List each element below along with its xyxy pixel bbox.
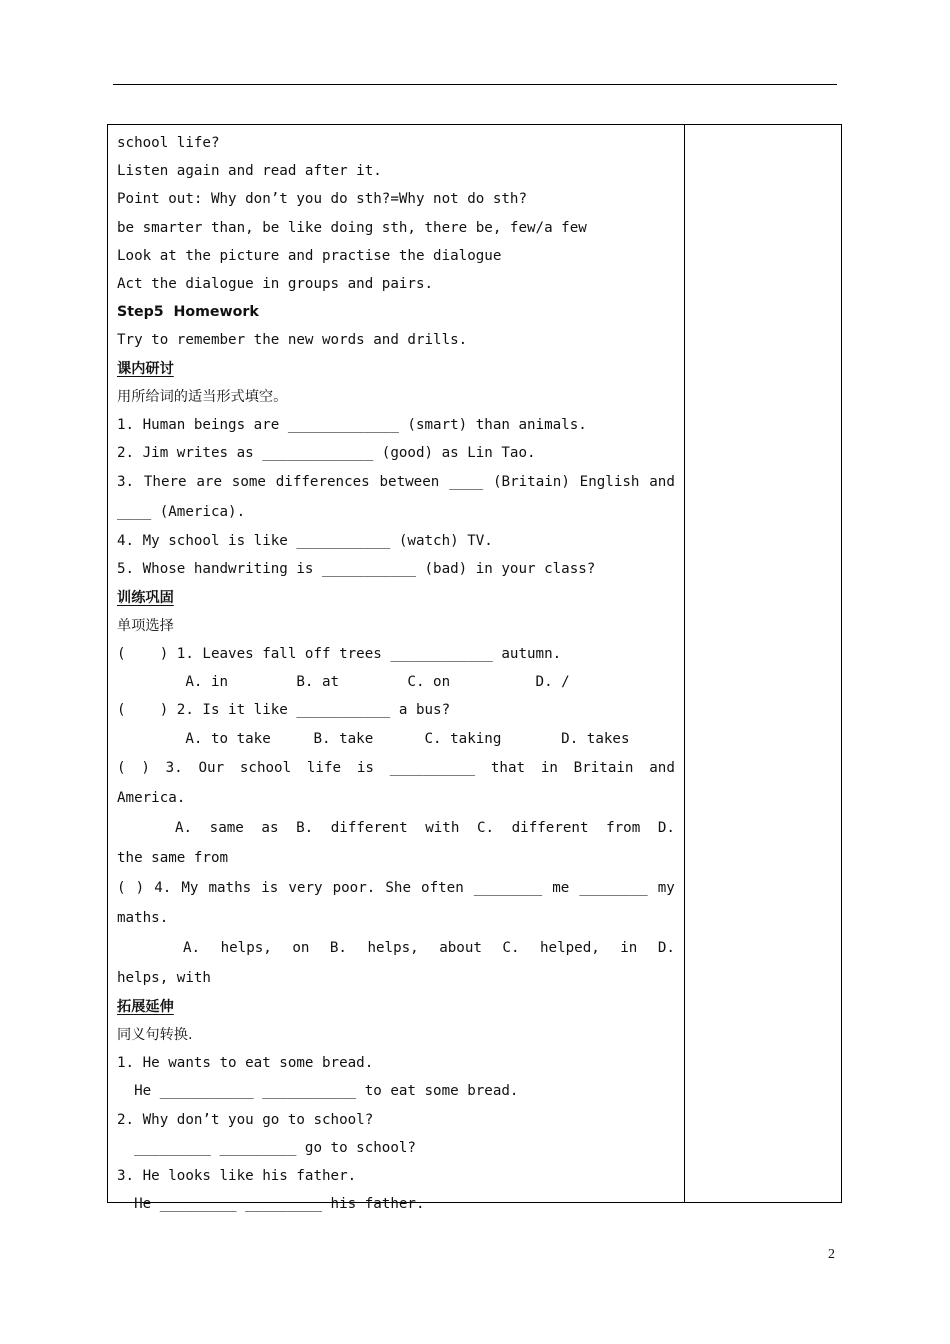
word: on: [292, 939, 310, 956]
word: as: [261, 819, 279, 836]
word: A.: [175, 819, 193, 836]
choice-options-3: [117, 813, 675, 843]
answer-blank: ____: [449, 474, 484, 491]
word: Our: [198, 759, 225, 776]
text-line: Try to remember the new words and drills.: [117, 332, 468, 349]
word: with: [425, 819, 460, 836]
rewrite-answer-1: He ___________ ___________ to eat some bread.: [117, 1083, 519, 1100]
word: differences: [275, 474, 370, 491]
word: B.: [329, 939, 347, 956]
choice-options-4: [117, 933, 675, 963]
word: ): [135, 879, 145, 896]
word: 4.: [154, 879, 172, 896]
fill-question-3-continued: ____ (America).: [117, 504, 246, 521]
answer-blank: __________: [389, 759, 476, 776]
text-line: Listen again and read after it.: [117, 163, 382, 180]
text-line: be smarter than, be like doing sth, there be, few/a few: [117, 219, 587, 236]
instruction-line: 用所给词的适当形式填空。: [117, 388, 288, 405]
choice-options-1: A. in B. at C. on D. /: [117, 674, 570, 691]
page-number: 2: [828, 1247, 835, 1262]
header-rule: [113, 84, 837, 85]
word: in: [540, 759, 558, 776]
word: C.: [476, 819, 495, 836]
word: There: [143, 474, 187, 491]
word: B.: [296, 819, 314, 836]
rewrite-answer-2: _________ _________ go to school?: [117, 1139, 416, 1156]
instruction-line: 单项选择: [117, 617, 174, 634]
column-divider: [684, 125, 685, 1202]
text-line: Look at the picture and practise the dialogue: [117, 247, 502, 264]
word: different: [330, 819, 408, 836]
word: (: [117, 759, 126, 776]
word: are: [196, 474, 222, 491]
answer-blank: ________: [579, 879, 648, 896]
text-line: school life?: [117, 135, 220, 151]
word: me: [552, 879, 570, 896]
rewrite-question-2: 2. Why don’t you go to school?: [117, 1111, 374, 1128]
fill-question-4: 4. My school is like ___________ (watch) TV.: [117, 533, 493, 550]
section-heading-practice: 训练巩固: [117, 589, 174, 606]
word: 3.: [165, 759, 183, 776]
word: helps,: [367, 939, 419, 956]
word: different: [511, 819, 589, 836]
word: my: [657, 879, 675, 896]
word: same: [209, 819, 244, 836]
word: (Britain): [493, 474, 570, 491]
rewrite-question-1: 1. He wants to eat some bread.: [117, 1055, 374, 1072]
choice-options-3-continued: the same from: [117, 849, 229, 866]
word: life: [306, 759, 342, 776]
choice-question-1: ( ) 1. Leaves fall off trees ____________ autumn.: [117, 646, 562, 662]
answer-blank: ________: [473, 879, 543, 896]
step-heading: Step5 Homework: [117, 304, 259, 321]
fill-question-3: [117, 467, 675, 497]
lesson-table: [107, 124, 842, 1213]
word: My: [181, 879, 199, 896]
choice-question-4: [117, 873, 675, 903]
word: about: [439, 939, 482, 956]
word: She: [385, 879, 411, 896]
choice-question-2: ( ) 2. Is it like ___________ a bus?: [117, 702, 451, 719]
word: Britain: [573, 759, 634, 776]
word: ): [141, 759, 150, 776]
word: school: [239, 759, 292, 776]
fill-question-2: 2. Jim writes as _____________ (good) as Lin Tao.: [117, 445, 536, 462]
word: (: [117, 879, 126, 896]
word: is: [356, 759, 374, 776]
word: and: [649, 759, 675, 776]
word: and: [649, 474, 675, 491]
word: is: [261, 879, 279, 896]
fill-question-5: 5. Whose handwriting is ___________ (bad) in your class?: [117, 561, 596, 578]
choice-question-4-continued: maths.: [117, 909, 169, 926]
word: from: [606, 819, 641, 836]
lesson-content: [117, 129, 675, 1218]
section-heading-extension: 拓展延伸: [117, 998, 174, 1015]
word: C.: [502, 939, 520, 956]
choice-question-3-continued: America.: [117, 789, 186, 806]
word: very: [288, 879, 323, 896]
choice-options-2: A. to take B. take C. taking D. takes: [117, 730, 630, 747]
word: poor.: [332, 879, 376, 896]
text-line: Act the dialogue in groups and pairs.: [117, 275, 434, 292]
rewrite-answer-3: He _________ _________ his father.: [117, 1196, 425, 1213]
rewrite-question-3: 3. He looks like his father.: [117, 1167, 357, 1184]
word: that: [490, 759, 526, 776]
word: maths: [208, 879, 252, 896]
word: D.: [657, 939, 675, 956]
word: D.: [657, 819, 675, 836]
word: often: [421, 879, 464, 896]
word: helps,: [220, 939, 272, 956]
text-line: Point out: Why don’t you do sth?=Why not do sth?: [117, 191, 527, 208]
fill-question-1: 1. Human beings are _____________ (smart) than animals.: [117, 416, 587, 433]
section-heading-in-class: 课内研讨: [117, 360, 174, 377]
word: A.: [183, 939, 201, 956]
instruction-line: 同义句转换.: [117, 1026, 193, 1043]
choice-question-3: [117, 753, 675, 783]
word: between: [379, 474, 440, 491]
word: in: [620, 939, 638, 956]
word: some: [231, 474, 266, 491]
word: 3.: [117, 474, 135, 491]
choice-options-4-continued: helps, with: [117, 969, 211, 986]
word: English: [579, 474, 640, 491]
word: helped,: [539, 939, 600, 956]
